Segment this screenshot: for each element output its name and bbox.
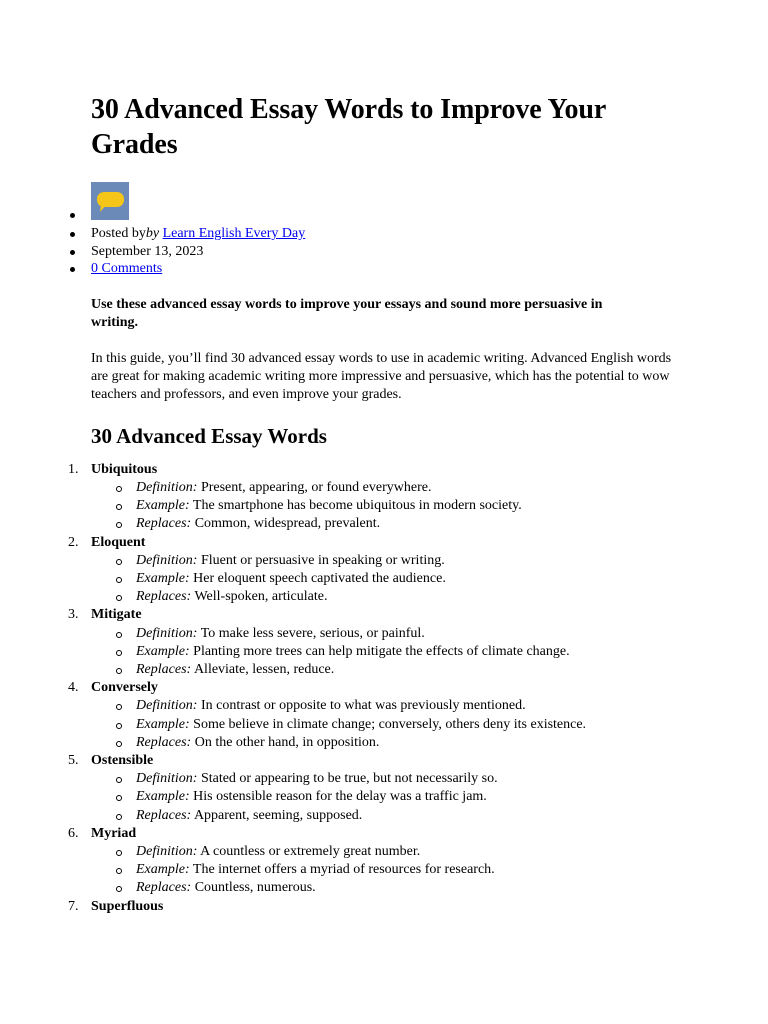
word-replaces	[136, 661, 691, 679]
post-meta-comments	[91, 260, 691, 278]
post-meta-author	[91, 225, 691, 243]
word-list-item	[68, 752, 691, 825]
word-replaces	[136, 515, 691, 533]
word-list-item	[68, 825, 691, 898]
post-meta-list	[91, 180, 691, 278]
word-details	[91, 479, 691, 534]
word-number: 1.	[68, 461, 79, 477]
definition-text: To make less severe, serious, or painful.	[200, 625, 425, 641]
word-details	[91, 625, 691, 680]
replaces-text: On the other hand, in opposition.	[194, 734, 380, 750]
word-definition	[136, 552, 691, 570]
example-text: Planting more trees can help mitigate the effects of climate change.	[193, 643, 570, 659]
word-definition	[136, 479, 691, 497]
comments-link[interactable]: 0 Comments	[91, 261, 163, 277]
replaces-label: Replaces:	[136, 589, 192, 605]
word-example	[136, 788, 691, 806]
posted-by-label: Posted by	[91, 226, 146, 241]
word-replaces	[136, 879, 691, 897]
word-example	[136, 716, 691, 734]
replaces-text: Well-spoken, articulate.	[194, 589, 328, 605]
replaces-label: Replaces:	[136, 734, 192, 750]
example-label: Example:	[136, 862, 190, 878]
post-meta-avatar-item	[91, 180, 691, 225]
word-replaces	[136, 807, 691, 825]
word-term: Myriad	[91, 825, 137, 841]
definition-text: Present, appearing, or found everywhere.	[200, 479, 432, 495]
word-list-item	[68, 606, 691, 679]
word-replaces	[136, 588, 691, 606]
replaces-text: Common, widespread, prevalent.	[194, 516, 381, 532]
lead-paragraph: Use these advanced essay words to improve your essays and sound more persuasive in writing.	[91, 296, 603, 330]
replaces-label: Replaces:	[136, 807, 192, 823]
word-example	[136, 861, 691, 879]
speech-bubble-icon	[91, 182, 129, 220]
definition-text: In contrast or opposite to what was previously mentioned.	[200, 698, 526, 714]
definition-text: A countless or extremely great number.	[200, 844, 421, 860]
post-meta-date	[91, 243, 691, 261]
word-details	[91, 770, 691, 825]
definition-text: Fluent or persuasive in speaking or writing.	[200, 552, 445, 568]
replaces-label: Replaces:	[136, 662, 192, 678]
example-text: The internet offers a myriad of resources for research.	[192, 862, 495, 878]
author-avatar[interactable]	[91, 182, 129, 220]
word-number: 7.	[68, 898, 79, 914]
example-label: Example:	[136, 571, 190, 586]
word-example	[136, 643, 691, 661]
definition-text: Stated or appearing to be true, but not necessarily so.	[200, 771, 498, 787]
word-definition	[136, 843, 691, 861]
definition-label: Definition:	[136, 771, 198, 787]
example-text: Some believe in climate change; conversely, others deny its existence.	[193, 716, 587, 732]
word-number: 2.	[68, 534, 79, 550]
word-list-item	[68, 898, 691, 916]
page-title: 30 Advanced Essay Words to Improve Your Grades	[91, 94, 606, 160]
word-definition	[136, 625, 691, 643]
word-details	[91, 843, 691, 898]
word-number: 3.	[68, 607, 79, 623]
replaces-label: Replaces:	[136, 516, 192, 532]
word-term: Mitigate	[91, 607, 142, 623]
word-term: Superfluous	[91, 898, 164, 914]
word-number: 6.	[68, 825, 79, 841]
definition-label: Definition:	[136, 625, 198, 641]
word-definition	[136, 770, 691, 788]
replaces-text: Apparent, seeming, supposed.	[193, 807, 363, 823]
intro-paragraph: In this guide, you’ll find 30 advanced essay words to use in academic writing. Advanced English words are great for making academic writing more impressive and persuasive, which has the potential to wow teachers and professors, and even improve your grades.	[91, 350, 672, 402]
example-label: Example:	[136, 498, 190, 514]
word-example	[136, 570, 691, 588]
word-details	[91, 552, 691, 607]
example-text: His ostensible reason for the delay was a traffic jam.	[193, 789, 487, 805]
word-example	[136, 497, 691, 515]
post-date: September 13, 2023	[91, 243, 204, 259]
replaces-label: Replaces:	[136, 880, 192, 896]
definition-label: Definition:	[136, 844, 198, 860]
word-number: 5.	[68, 753, 79, 769]
word-definition	[136, 697, 691, 715]
definition-label: Definition:	[136, 698, 198, 714]
word-replaces	[136, 734, 691, 752]
word-term: Ostensible	[91, 753, 154, 769]
word-number: 4.	[68, 680, 79, 696]
word-term: Conversely	[91, 680, 158, 696]
posted-by-by: by	[145, 226, 160, 241]
replaces-text: Countless, numerous.	[194, 880, 316, 896]
article	[68, 92, 691, 916]
replaces-text: Alleviate, lessen, reduce.	[193, 662, 335, 678]
word-list-item	[68, 534, 691, 607]
section-heading: 30 Advanced Essay Words	[91, 423, 327, 448]
author-link[interactable]: Learn English Every Day	[162, 226, 306, 241]
definition-label: Definition:	[136, 552, 198, 568]
example-label: Example:	[136, 789, 190, 805]
word-list-item	[68, 461, 691, 534]
word-term: Ubiquitous	[91, 461, 158, 477]
word-term: Eloquent	[91, 534, 146, 550]
example-label: Example:	[136, 643, 190, 659]
example-text: The smartphone has become ubiquitous in modern society.	[192, 498, 522, 514]
example-text: Her eloquent speech captivated the audience.	[193, 571, 446, 586]
word-details	[91, 697, 691, 752]
word-list	[68, 461, 691, 916]
definition-label: Definition:	[136, 479, 198, 495]
example-label: Example:	[136, 716, 190, 732]
word-list-item	[68, 679, 691, 752]
